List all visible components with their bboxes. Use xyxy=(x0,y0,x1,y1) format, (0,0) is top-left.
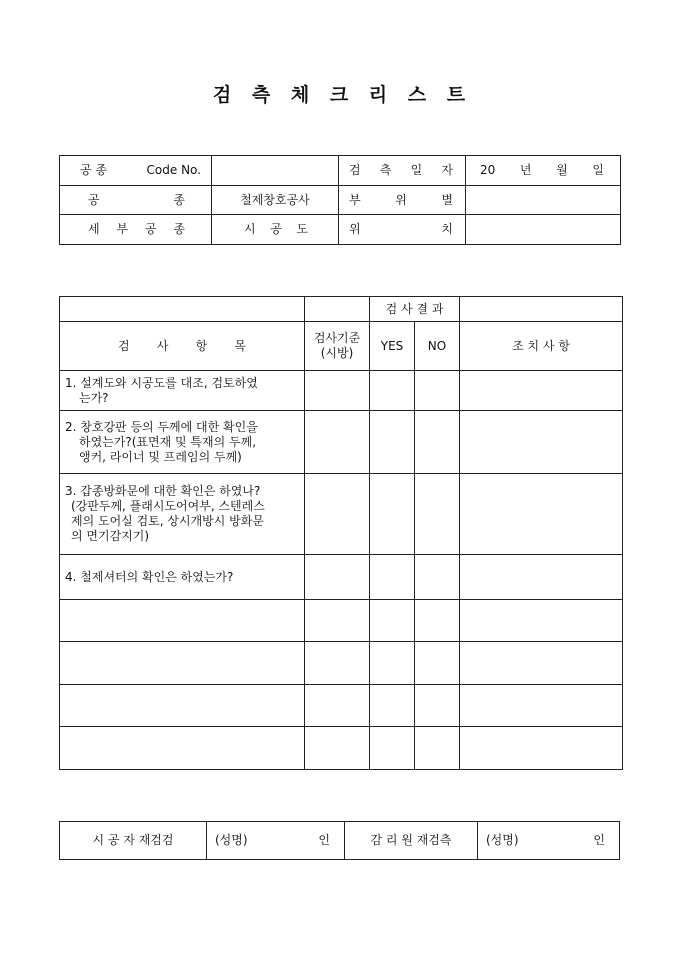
label-char: 검 xyxy=(349,163,361,177)
inspection-item-blank[interactable] xyxy=(60,642,305,685)
position-value[interactable] xyxy=(466,215,621,245)
label-char: 측 xyxy=(379,163,392,177)
table-row xyxy=(60,642,623,685)
date-year-prefix: 20 xyxy=(480,163,496,177)
label-char: 시 xyxy=(244,222,256,236)
title-char: 검 xyxy=(212,84,234,106)
header-table xyxy=(59,155,621,245)
inspection-item-blank[interactable] xyxy=(60,600,305,642)
title-char: 리 xyxy=(368,84,390,106)
part-value[interactable] xyxy=(466,186,621,215)
label-char: 위 xyxy=(395,192,407,207)
yes-checkbox-cell[interactable] xyxy=(370,685,415,727)
contractor-recheck-label: 시 공 자 재검검 xyxy=(60,822,207,860)
work-type-code-label xyxy=(60,156,212,186)
criteria-cell[interactable] xyxy=(305,371,370,411)
label-char: 목 xyxy=(234,338,246,353)
criteria-cell[interactable] xyxy=(305,474,370,555)
shop-drawing-label xyxy=(212,215,339,245)
inspection-date-label xyxy=(339,156,466,186)
no-checkbox-cell[interactable] xyxy=(415,474,460,555)
action-cell[interactable] xyxy=(460,474,623,555)
action-cell[interactable] xyxy=(460,371,623,411)
label-char: 공 xyxy=(144,222,157,236)
label-char: 검 xyxy=(118,338,130,353)
label-char: 위 xyxy=(349,222,361,236)
table-row xyxy=(60,727,623,770)
contractor-signature[interactable] xyxy=(207,822,345,860)
inspection-item-2 xyxy=(60,411,305,474)
table-row xyxy=(60,474,623,555)
label-char: 치 xyxy=(441,222,453,236)
inspection-item-blank[interactable] xyxy=(60,685,305,727)
title-char: 스 xyxy=(407,84,429,106)
action-cell[interactable] xyxy=(460,555,623,600)
item-line: 하였는가?(표면재 및 특재의 두께, xyxy=(79,434,257,449)
action-cell[interactable] xyxy=(460,642,623,685)
inspection-table xyxy=(59,296,623,770)
action-cell[interactable] xyxy=(460,727,623,770)
blank-header-cell xyxy=(60,297,305,322)
no-checkbox-cell[interactable] xyxy=(415,555,460,600)
date-year-label: 년 xyxy=(519,163,532,177)
name-label: (성명) xyxy=(215,833,248,847)
label-char: 종 xyxy=(173,192,185,207)
label-char: 일 xyxy=(410,163,423,177)
title-char: 트 xyxy=(446,84,468,106)
no-checkbox-cell[interactable] xyxy=(415,727,460,770)
inspection-date-value[interactable] xyxy=(466,156,621,186)
label-char: 자 xyxy=(441,163,453,177)
no-checkbox-cell[interactable] xyxy=(415,600,460,642)
inspection-item-4 xyxy=(60,555,305,600)
action-cell[interactable] xyxy=(460,685,623,727)
yes-header: YES xyxy=(370,322,415,371)
criteria-cell[interactable] xyxy=(305,685,370,727)
date-month-label: 월 xyxy=(556,163,568,177)
criteria-header-line2: (시방) xyxy=(320,346,354,360)
yes-checkbox-cell[interactable] xyxy=(370,371,415,411)
no-header: NO xyxy=(415,322,460,371)
no-checkbox-cell[interactable] xyxy=(415,642,460,685)
seal-label: 인 xyxy=(318,833,330,847)
label-char: 공 xyxy=(270,222,282,236)
criteria-cell[interactable] xyxy=(305,727,370,770)
detail-work-type-label xyxy=(60,215,212,245)
yes-checkbox-cell[interactable] xyxy=(370,642,415,685)
yes-checkbox-cell[interactable] xyxy=(370,600,415,642)
yes-checkbox-cell[interactable] xyxy=(370,474,415,555)
no-checkbox-cell[interactable] xyxy=(415,685,460,727)
page-title xyxy=(0,80,680,107)
label-char: 사 xyxy=(156,338,169,353)
item-line: 1. 설계도와 시공도를 대조, 검토하였 xyxy=(65,375,258,390)
title-char: 측 xyxy=(251,84,273,106)
table-row xyxy=(60,600,623,642)
work-type-value[interactable]: 철제창호공사 xyxy=(212,186,339,215)
table-row xyxy=(60,685,623,727)
criteria-cell[interactable] xyxy=(305,642,370,685)
item-line: 2. 창호강판 등의 두께에 대한 확인을 xyxy=(65,419,258,434)
yes-checkbox-cell[interactable] xyxy=(370,727,415,770)
criteria-header xyxy=(305,322,370,371)
criteria-cell[interactable] xyxy=(305,411,370,474)
code-no-value[interactable] xyxy=(212,156,339,186)
label-char: 종 xyxy=(173,222,185,236)
inspection-item-header xyxy=(60,322,305,371)
label-char: 항 xyxy=(195,338,208,353)
criteria-header-line1: 검사기준 xyxy=(313,331,361,345)
action-cell[interactable] xyxy=(460,411,623,474)
title-char: 크 xyxy=(329,84,351,106)
action-header: 조 치 사 항 xyxy=(460,322,623,371)
item-line: 의 면기감지기) xyxy=(71,529,150,543)
no-checkbox-cell[interactable] xyxy=(415,371,460,411)
seal-label: 인 xyxy=(593,833,605,847)
part-label xyxy=(339,186,466,215)
inspection-item-blank[interactable] xyxy=(60,727,305,770)
label-char: 공 xyxy=(88,192,100,207)
label-char: 부 xyxy=(349,192,361,207)
code-no-label: Code No. xyxy=(146,163,201,177)
table-row xyxy=(60,411,623,474)
yes-checkbox-cell[interactable] xyxy=(370,411,415,474)
name-label: (성명) xyxy=(486,833,519,847)
criteria-cell[interactable] xyxy=(305,555,370,600)
table-row xyxy=(60,555,623,600)
item-line: 앵커, 라이너 및 프레임의 두께) xyxy=(79,449,242,464)
no-checkbox-cell[interactable] xyxy=(415,411,460,474)
yes-checkbox-cell[interactable] xyxy=(370,555,415,600)
title-char: 체 xyxy=(290,84,312,106)
label-char: 부 xyxy=(116,222,129,236)
supervisor-recheck-label: 감 리 원 재검측 xyxy=(345,822,478,860)
item-line: 4. 철제셔터의 확인은 하였는가? xyxy=(65,569,234,584)
table-row xyxy=(60,371,623,411)
date-day-label: 일 xyxy=(592,163,604,177)
blank-header-cell xyxy=(460,297,623,322)
label-char: 도 xyxy=(296,222,308,236)
work-type-label: 공 종 xyxy=(80,163,107,177)
label-char: 별 xyxy=(441,192,453,207)
work-type-label-cell xyxy=(60,186,212,215)
inspection-item-1 xyxy=(60,371,305,411)
inspection-item-3 xyxy=(60,474,305,555)
item-line: 제의 도어실 검토, 상시개방시 방화문 xyxy=(71,514,264,528)
supervisor-signature[interactable] xyxy=(478,822,620,860)
label-char: 세 xyxy=(88,222,100,236)
signature-table xyxy=(59,821,620,860)
inspection-result-header: 검 사 결 과 xyxy=(370,297,460,322)
item-line: (강판두께, 플래시도어여부, 스텐레스 xyxy=(71,499,265,513)
criteria-cell[interactable] xyxy=(305,600,370,642)
blank-header-cell xyxy=(305,297,370,322)
position-label xyxy=(339,215,466,245)
action-cell[interactable] xyxy=(460,600,623,642)
item-line: 3. 갑종방화문에 대한 확인은 하였나? xyxy=(65,484,261,498)
item-line: 는가? xyxy=(79,390,109,405)
